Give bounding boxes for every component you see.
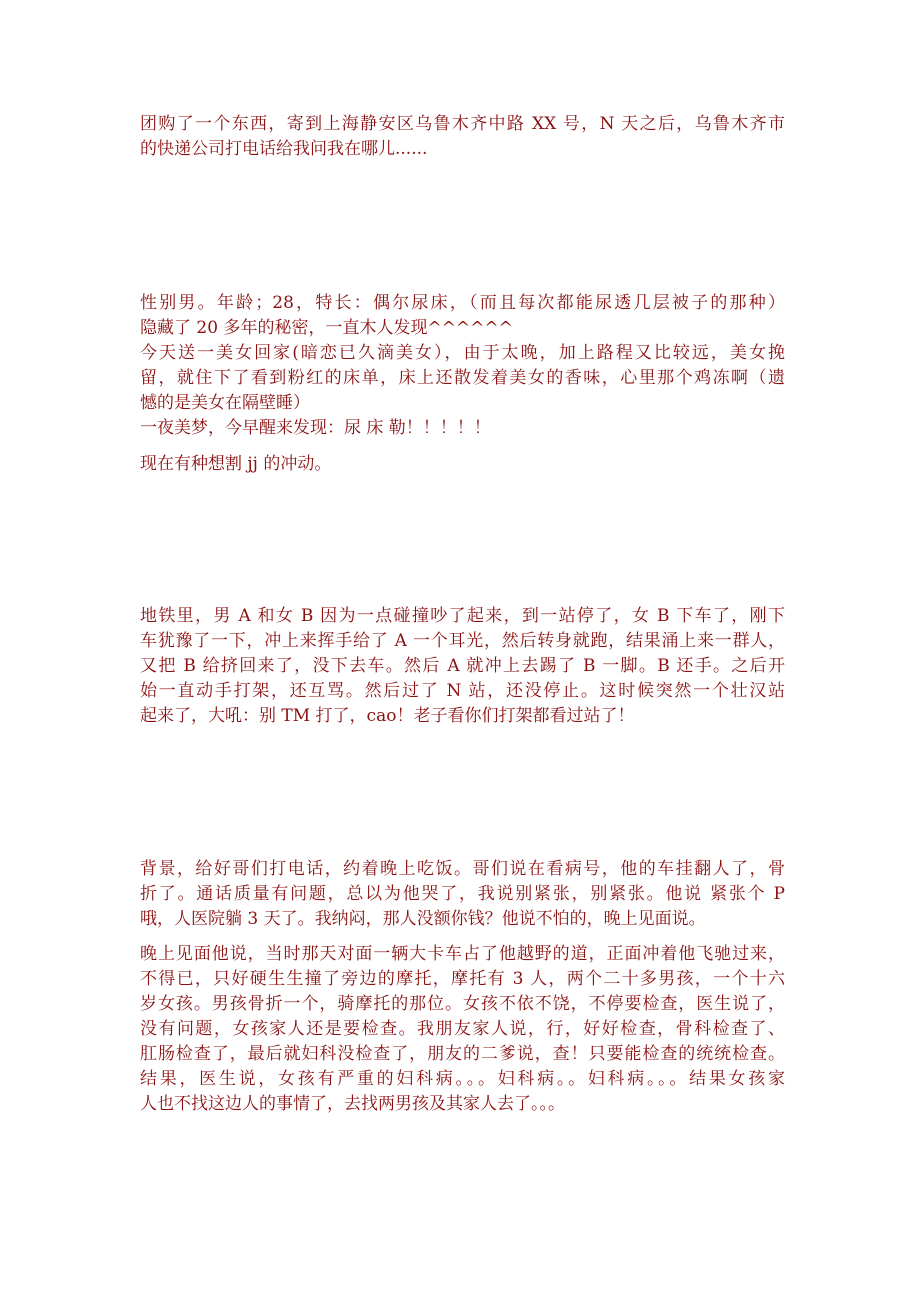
- story-4-p2-line-6: 结果，医生说，女孩有严重的妇科病。。。妇科病。。妇科病。。。结果女孩家: [140, 1069, 785, 1089]
- story-4-p1-line-2: 折了。通话质量有问题，总以为他哭了，我说别紧张，别紧张。他说 紧张个 P: [140, 884, 785, 904]
- story-3-line-5: 起来了，大吼：别 TM 打了，cao！老子看你们打架都看过站了！: [140, 706, 635, 726]
- story-4-p1-line-1: 背景，给好哥们打电话，约着晚上吃饭。哥们说在看病号，他的车挂翻人了，骨: [140, 859, 785, 879]
- story-3-line-4: 始一直动手打架，还互骂。然后过了 N 站，还没停止。这时候突然一个壮汉站: [140, 681, 785, 701]
- story-2-line-3: 今天送一美女回家(暗恋已久滴美女），由于太晚，加上路程又比较远，美女挽: [140, 343, 785, 363]
- story-4-p2-line-2: 不得已，只好硬生生撞了旁边的摩托，摩托有 3 人，两个二十多男孩，一个十六: [140, 969, 785, 989]
- story-4-p2-line-7: 人也不找这边人的事情了，去找两男孩及其家人去了。。。: [140, 1094, 565, 1114]
- story-4-paragraph-2: [140, 942, 785, 1117]
- story-2-line-5: 憾的是美女在隔壁睡）: [140, 393, 310, 413]
- story-2-line-6: 一夜美梦，今早醒来发现：尿 床 勒！！！！！: [140, 418, 491, 438]
- story-4-p2-line-4: 没有问题，女孩家人还是要检查。我朋友家人说，行，好好检查，骨科检查了、: [140, 1019, 785, 1039]
- story-4-p2-line-3: 岁女孩。男孩骨折一个，骑摩托的那位。女孩不依不饶，不停要检查，医生说了，: [140, 994, 785, 1014]
- story-4-p2-line-5: 肛肠检查了，最后就妇科没检查了，朋友的二爹说，查！只要能检查的统统检查。: [140, 1044, 785, 1064]
- story-1-line-2: 的快递公司打电话给我问我在哪儿......: [140, 139, 428, 159]
- story-1-paragraph: [140, 112, 785, 162]
- story-2-paragraph: [140, 291, 785, 441]
- story-4-p1-line-3: 哦，人医院躺 3 天了。我纳闷，那人没额你钱？他说不怕的，晚上见面说。: [140, 909, 706, 929]
- story-2-line-1: 性别男。年龄；28，特长：偶尔尿床，（而且每次都能尿透几层被子的那种）: [140, 293, 785, 313]
- story-2-aftermath: [140, 452, 785, 477]
- story-3-line-2: 车犹豫了一下，冲上来挥手给了 A 一个耳光，然后转身就跑，结果涌上来一群人，: [140, 631, 785, 651]
- story-2-after-line: 现在有种想割 jj 的冲动。: [140, 454, 332, 474]
- story-4-p2-line-1: 晚上见面他说，当时那天对面一辆大卡车占了他越野的道，正面冲着他飞驰过来，: [140, 944, 785, 964]
- story-3-paragraph: [140, 604, 785, 729]
- story-3-line-3: 又把 B 给挤回来了，没下去车。然后 A 就冲上去踢了 B 一脚。B 还手。之后开: [140, 656, 785, 676]
- story-1-line-1: 团购了一个东西，寄到上海静安区乌鲁木齐中路 XX 号，N 天之后，乌鲁木齐市: [140, 114, 785, 134]
- story-2-line-4: 留，就住下了看到粉红的床单，床上还散发着美女的香味，心里那个鸡冻啊（遗: [140, 368, 785, 388]
- story-3-line-1: 地铁里，男 A 和女 B 因为一点碰撞吵了起来，到一站停了，女 B 下车了，刚下: [140, 606, 785, 626]
- story-4-paragraph-1: [140, 857, 785, 932]
- story-2-line-2: 隐藏了 20 多年的秘密，一直木人发现^^^^^^: [140, 318, 513, 338]
